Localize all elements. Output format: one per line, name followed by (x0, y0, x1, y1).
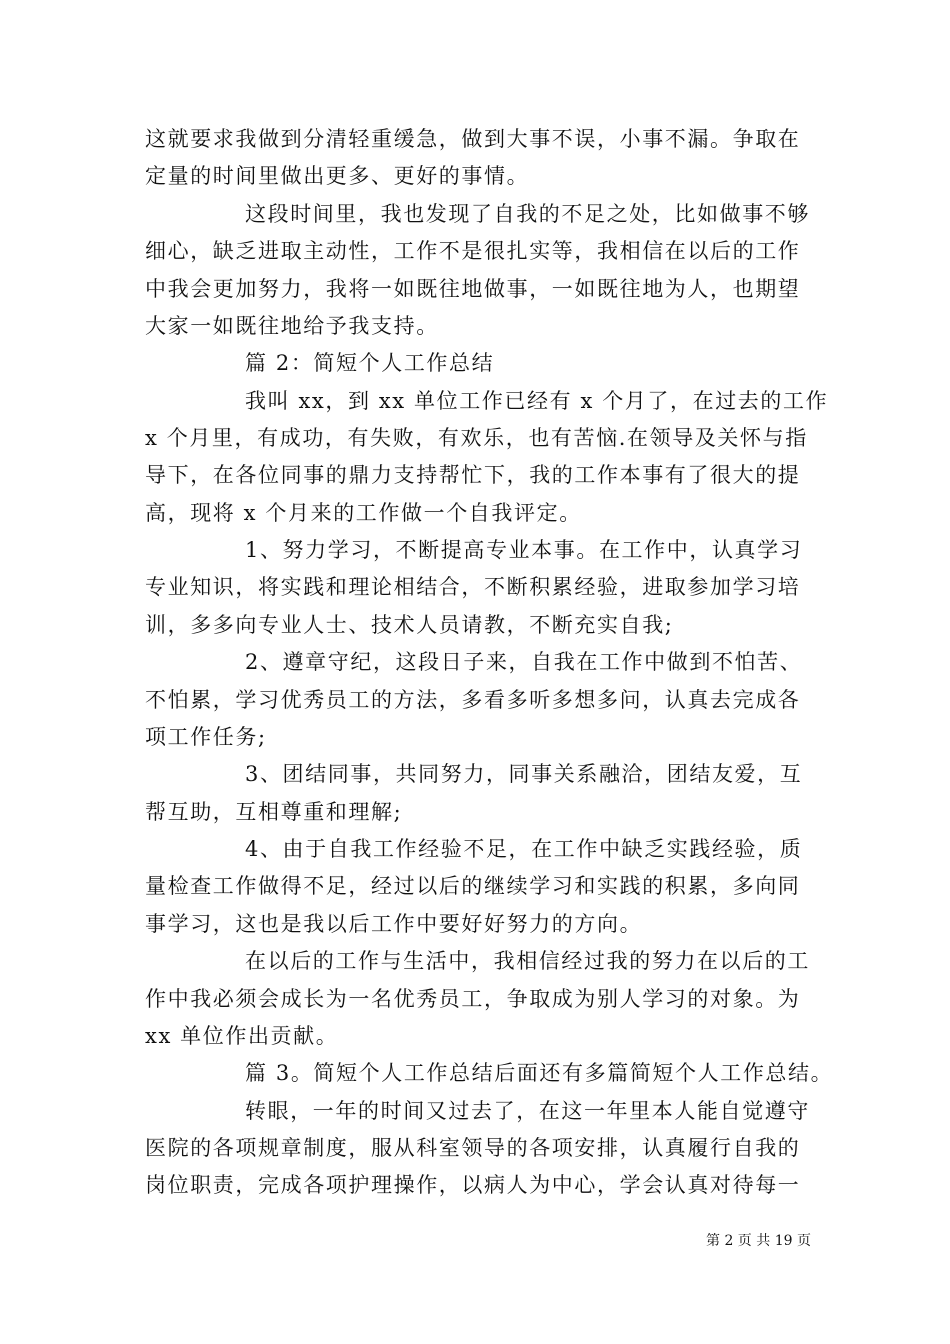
text-line: x 个月里，有成功，有失败，有欢乐，也有苦恼.在领导及关怀与指 (145, 426, 808, 450)
text-line: 4、由于自我工作经验不足，在工作中缺乏实践经验，质 (245, 837, 803, 861)
text-line: 3、团结同事，共同努力，同事关系融洽，团结友爱，互 (245, 762, 803, 786)
text-line: 这就要求我做到分清轻重缓急，做到大事不误，小事不漏。争取在 (145, 127, 801, 151)
text-line: 专业知识，将实践和理论相结合，不断积累经验，进取参加学习培 (145, 575, 801, 599)
text-line: 事学习，这也是我以后工作中要好好努力的方向。 (145, 912, 643, 936)
text-line: 不怕累，学习优秀员工的方法，多看多听多想多问，认真去完成各 (145, 688, 801, 712)
text-line: 大家一如既往地给予我支持。 (145, 314, 439, 338)
text-line: 中我会更加努力，我将一如既往地做事，一如既往地为人，也期望 (145, 277, 801, 301)
text-line: 1、努力学习，不断提高专业本事。在工作中，认真学习 (245, 538, 803, 562)
text-line: 训，多多向专业人士、技术人员请教，不断充实自我; (145, 613, 674, 637)
text-line: 2、遵章守纪，这段日子来，自我在工作中做到不怕苦、 (245, 650, 803, 674)
text-line: 项工作任务; (145, 725, 267, 749)
text-line: 细心，缺乏进取主动性，工作不是很扎实等，我相信在以后的工作 (145, 239, 801, 263)
page-number: 第 2 页 共 19 页 (706, 1233, 811, 1249)
section-heading: 篇 2：简短个人工作总结 (245, 351, 495, 375)
text-line: 作中我必须会成长为一名优秀员工，争取成为别人学习的对象。为 (145, 987, 801, 1011)
text-line: 在以后的工作与生活中，我相信经过我的努力在以后的工 (245, 949, 810, 973)
text-line: 我叫 xx，到 xx 单位工作已经有 x 个月了，在过去的工作 (245, 389, 829, 413)
text-line: 量检查工作做得不足，经过以后的继续学习和实践的积累，多向同 (145, 874, 801, 898)
text-line: 这段时间里，我也发现了自我的不足之处，比如做事不够 (245, 202, 810, 226)
text-line: 转眼，一年的时间又过去了，在这一年里本人能自觉遵守 (245, 1099, 810, 1123)
text-line: 医院的各项规章制度，服从科室领导的各项安排，认真履行自我的 (145, 1136, 801, 1160)
text-line: 岗位职责，完成各项护理操作，以病人为中心，学会认真对待每一 (145, 1173, 801, 1197)
text-line: xx 单位作出贡献。 (145, 1024, 339, 1048)
text-line: 高，现将 x 个月来的工作做一个自我评定。 (145, 501, 582, 525)
section-heading: 篇 3。简短个人工作总结后面还有多篇简短个人工作总结。 (245, 1061, 834, 1085)
text-line: 帮互助，互相尊重和理解; (145, 800, 403, 824)
text-line: 定量的时间里做出更多、更好的事情。 (145, 164, 530, 188)
text-line: 导下，在各位同事的鼎力支持帮忙下，我的工作本事有了很大的提 (145, 463, 801, 487)
